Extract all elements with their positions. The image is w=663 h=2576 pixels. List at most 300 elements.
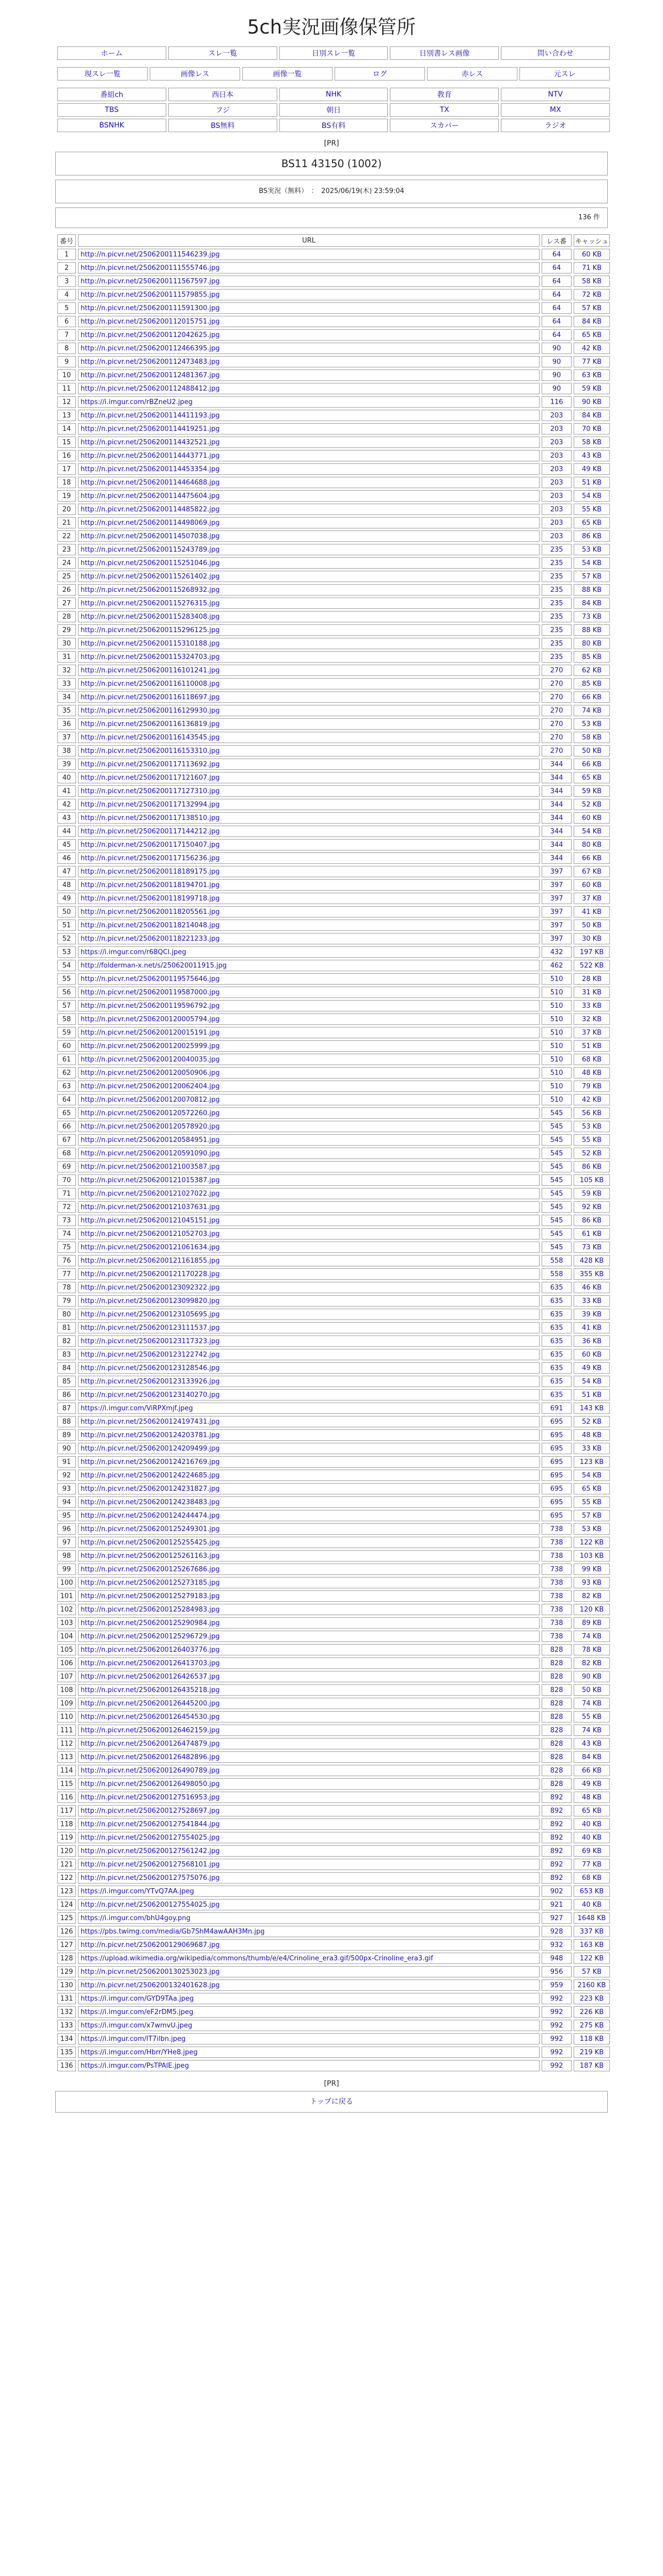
res-number-link[interactable]: 344 xyxy=(550,854,563,862)
res-number-link[interactable]: 992 xyxy=(550,2008,563,2016)
cache-link[interactable]: 355 KB xyxy=(579,1270,604,1278)
res-number-link[interactable]: 927 xyxy=(550,1914,563,1922)
image-url-link[interactable]: http://n.picvr.net/2506200125284983.jpg xyxy=(81,1605,220,1614)
image-url-link[interactable]: http://n.picvr.net/2506200119596792.jpg xyxy=(81,1002,220,1010)
res-number-link[interactable]: 695 xyxy=(550,1485,563,1493)
res-number-link[interactable]: 545 xyxy=(550,1163,563,1171)
cache-cell[interactable] xyxy=(574,1148,610,1159)
res-number-link[interactable]: 90 xyxy=(552,371,561,379)
image-url-link[interactable]: http://n.picvr.net/2506200123140270.jpg xyxy=(81,1391,220,1399)
res-number-cell[interactable] xyxy=(542,1013,572,1025)
cache-link[interactable]: 42 KB xyxy=(581,344,602,352)
image-url-link[interactable]: http://n.picvr.net/2506200124209499.jpg xyxy=(81,1444,220,1453)
cache-link[interactable]: 187 KB xyxy=(579,2062,604,2070)
res-number-link[interactable]: 828 xyxy=(550,1713,563,1721)
res-number-cell[interactable] xyxy=(542,1268,572,1280)
cache-cell[interactable] xyxy=(574,1926,610,1937)
cache-link[interactable]: 52 KB xyxy=(581,1149,602,1157)
res-number-link[interactable]: 344 xyxy=(550,841,563,849)
cache-cell[interactable] xyxy=(574,1818,610,1830)
res-number-cell[interactable] xyxy=(542,316,572,327)
res-number-link[interactable]: 235 xyxy=(550,572,563,581)
cache-link[interactable]: 51 KB xyxy=(581,478,602,487)
res-number-cell[interactable] xyxy=(542,1362,572,1374)
image-url-link[interactable]: http://n.picvr.net/2506200117127310.jpg xyxy=(81,787,220,795)
image-url-link[interactable]: http://n.picvr.net/2506200114507038.jpg xyxy=(81,532,220,540)
res-number-cell[interactable] xyxy=(542,369,572,381)
cache-cell[interactable] xyxy=(574,262,610,273)
nav-link[interactable]: ラジオ xyxy=(544,122,566,130)
image-url-link[interactable]: http://n.picvr.net/2506200123128546.jpg xyxy=(81,1364,220,1372)
res-number-cell[interactable] xyxy=(542,946,572,958)
image-url-link[interactable]: http://n.picvr.net/2506200118194701.jpg xyxy=(81,881,220,889)
nav-item[interactable] xyxy=(279,88,388,101)
cache-cell[interactable] xyxy=(574,2060,610,2071)
image-url-link[interactable]: https://upload.wikimedia.org/wikipedia/commons/thumb/e/e4/Crinoline_era3.gif/500px-Crinoline_era3.gif xyxy=(81,1954,433,1962)
res-number-link[interactable]: 635 xyxy=(550,1297,563,1305)
cache-cell[interactable] xyxy=(574,1496,610,1508)
nav-item[interactable] xyxy=(501,119,610,132)
image-url-link[interactable]: http://n.picvr.net/2506200127554025.jpg xyxy=(81,1833,220,1842)
image-url-link[interactable]: http://n.picvr.net/2506200126435218.jpg xyxy=(81,1686,220,1694)
cache-link[interactable]: 54 KB xyxy=(581,492,602,500)
image-url-link[interactable]: http://n.picvr.net/2506200117156236.jpg xyxy=(81,854,220,862)
cache-link[interactable]: 58 KB xyxy=(581,438,602,446)
image-url-link[interactable]: http://n.picvr.net/2506200120578920.jpg xyxy=(81,1122,220,1131)
image-url-link[interactable]: http://n.picvr.net/2506200125290984.jpg xyxy=(81,1619,220,1627)
res-number-link[interactable]: 235 xyxy=(550,653,563,661)
res-number-link[interactable]: 959 xyxy=(550,1981,563,1989)
footer-pr-label[interactable]: [PR] xyxy=(324,2080,339,2088)
res-number-cell[interactable] xyxy=(542,1577,572,1588)
res-number-link[interactable]: 928 xyxy=(550,1927,563,1936)
res-number-link[interactable]: 235 xyxy=(550,586,563,594)
cache-cell[interactable] xyxy=(574,1067,610,1078)
image-url-link[interactable]: http://n.picvr.net/2506200126403776.jpg xyxy=(81,1646,220,1654)
cache-cell[interactable] xyxy=(574,423,610,434)
image-url-link[interactable]: http://n.picvr.net/2506200126454530.jpg xyxy=(81,1713,220,1721)
res-number-link[interactable]: 738 xyxy=(550,1538,563,1547)
image-url-link[interactable]: http://n.picvr.net/2506200116110008.jpg xyxy=(81,680,220,688)
cache-link[interactable]: 68 KB xyxy=(581,1874,602,1882)
nav-link[interactable]: BS無料 xyxy=(211,122,235,130)
cache-cell[interactable] xyxy=(574,1483,610,1494)
res-number-link[interactable]: 344 xyxy=(550,787,563,795)
cache-cell[interactable] xyxy=(574,1671,610,1682)
image-url-link[interactable]: https://i.imgur.com/ViRPXmjf.jpeg xyxy=(81,1404,193,1412)
res-number-cell[interactable] xyxy=(542,624,572,636)
res-number-cell[interactable] xyxy=(542,906,572,917)
res-number-link[interactable]: 397 xyxy=(550,867,563,876)
cache-link[interactable]: 197 KB xyxy=(579,948,604,956)
res-number-link[interactable]: 635 xyxy=(550,1283,563,1292)
image-url-link[interactable]: http://n.picvr.net/2506200126498050.jpg xyxy=(81,1780,220,1788)
cache-link[interactable]: 65 KB xyxy=(581,1485,602,1493)
cache-link[interactable]: 43 KB xyxy=(581,452,602,460)
res-number-link[interactable]: 992 xyxy=(550,2048,563,2056)
cache-link[interactable]: 89 KB xyxy=(581,1619,602,1627)
res-number-cell[interactable] xyxy=(542,396,572,408)
res-number-cell[interactable] xyxy=(542,477,572,488)
nav-item[interactable] xyxy=(57,67,148,81)
cache-link[interactable]: 57 KB xyxy=(581,1511,602,1520)
cache-cell[interactable] xyxy=(574,1657,610,1669)
image-url-link[interactable]: http://n.picvr.net/2506200111579855.jpg xyxy=(81,291,220,299)
cache-link[interactable]: 66 KB xyxy=(581,693,602,701)
cache-cell[interactable] xyxy=(574,369,610,381)
cache-link[interactable]: 50 KB xyxy=(581,921,602,929)
res-number-cell[interactable] xyxy=(542,826,572,837)
cache-link[interactable]: 74 KB xyxy=(581,1726,602,1734)
res-number-link[interactable]: 203 xyxy=(550,425,563,433)
res-number-cell[interactable] xyxy=(542,423,572,434)
image-url-link[interactable]: http://n.picvr.net/2506200120050906.jpg xyxy=(81,1069,220,1077)
res-number-cell[interactable] xyxy=(542,1456,572,1468)
cache-cell[interactable] xyxy=(574,1725,610,1736)
nav-item[interactable] xyxy=(57,88,166,101)
image-url-link[interactable]: http://n.picvr.net/2506200126482896.jpg xyxy=(81,1753,220,1761)
cache-cell[interactable] xyxy=(574,1577,610,1588)
nav-item[interactable] xyxy=(501,88,610,101)
res-number-link[interactable]: 992 xyxy=(550,2062,563,2070)
res-number-link[interactable]: 932 xyxy=(550,1941,563,1949)
image-url-link[interactable]: http://n.picvr.net/2506200126462159.jpg xyxy=(81,1726,220,1734)
back-to-top-text[interactable]: トップに戻る xyxy=(310,2098,353,2106)
cache-cell[interactable] xyxy=(574,329,610,341)
cache-cell[interactable] xyxy=(574,437,610,448)
cache-link[interactable]: 49 KB xyxy=(581,465,602,473)
res-number-link[interactable]: 64 xyxy=(552,317,561,326)
cache-link[interactable]: 82 KB xyxy=(581,1592,602,1600)
res-number-cell[interactable] xyxy=(542,1617,572,1629)
res-number-link[interactable]: 397 xyxy=(550,881,563,889)
res-number-cell[interactable] xyxy=(542,1403,572,1414)
res-number-link[interactable]: 235 xyxy=(550,639,563,648)
res-number-link[interactable]: 203 xyxy=(550,411,563,420)
res-number-link[interactable]: 738 xyxy=(550,1579,563,1587)
cache-link[interactable]: 57 KB xyxy=(581,1968,602,1976)
res-number-link[interactable]: 545 xyxy=(550,1176,563,1184)
cache-link[interactable]: 30 KB xyxy=(581,935,602,943)
res-number-cell[interactable] xyxy=(542,329,572,341)
res-number-link[interactable]: 344 xyxy=(550,774,563,782)
res-number-link[interactable]: 270 xyxy=(550,747,563,755)
res-number-link[interactable]: 738 xyxy=(550,1525,563,1533)
image-url-link[interactable]: http://n.picvr.net/2506200114485822.jpg xyxy=(81,505,220,513)
cache-link[interactable]: 48 KB xyxy=(581,1431,602,1439)
nav-link[interactable]: スレ一覧 xyxy=(208,50,238,58)
cache-link[interactable]: 123 KB xyxy=(579,1458,604,1466)
res-number-link[interactable]: 558 xyxy=(550,1270,563,1278)
res-number-cell[interactable] xyxy=(542,544,572,555)
cache-cell[interactable] xyxy=(574,1644,610,1655)
cache-cell[interactable] xyxy=(574,1738,610,1749)
cache-link[interactable]: 65 KB xyxy=(581,774,602,782)
cache-link[interactable]: 73 KB xyxy=(581,613,602,621)
res-number-cell[interactable] xyxy=(542,410,572,421)
res-number-link[interactable]: 635 xyxy=(550,1391,563,1399)
cache-link[interactable]: 79 KB xyxy=(581,1082,602,1090)
image-url-link[interactable]: http://n.picvr.net/2506200120070812.jpg xyxy=(81,1096,220,1104)
cache-link[interactable]: 28 KB xyxy=(581,975,602,983)
res-number-cell[interactable] xyxy=(542,665,572,676)
image-url-link[interactable]: http://n.picvr.net/2506200120584951.jpg xyxy=(81,1136,220,1144)
res-number-link[interactable]: 270 xyxy=(550,733,563,742)
cache-cell[interactable] xyxy=(574,973,610,985)
res-number-link[interactable]: 828 xyxy=(550,1646,563,1654)
cache-cell[interactable] xyxy=(574,1993,610,2004)
image-url-link[interactable]: http://n.picvr.net/2506200115276315.jpg xyxy=(81,599,220,607)
nav-item[interactable] xyxy=(168,46,277,60)
cache-link[interactable]: 56 KB xyxy=(581,1109,602,1117)
image-url-link[interactable]: http://n.picvr.net/2506200121037631.jpg xyxy=(81,1203,220,1211)
res-number-link[interactable]: 695 xyxy=(550,1418,563,1426)
nav-link[interactable]: 赤レス xyxy=(461,70,483,78)
res-number-link[interactable]: 892 xyxy=(550,1833,563,1842)
cache-cell[interactable] xyxy=(574,1832,610,1843)
cache-link[interactable]: 40 KB xyxy=(581,1833,602,1842)
cache-cell[interactable] xyxy=(574,879,610,891)
image-url-link[interactable]: http://n.picvr.net/2506200118214048.jpg xyxy=(81,921,220,929)
res-number-link[interactable]: 738 xyxy=(550,1619,563,1627)
nav-link[interactable]: フジ xyxy=(215,106,230,115)
res-number-cell[interactable] xyxy=(542,678,572,689)
res-number-cell[interactable] xyxy=(542,2047,572,2058)
res-number-link[interactable]: 738 xyxy=(550,1592,563,1600)
image-url-link[interactable]: https://i.imgur.com/bhU4goy.png xyxy=(81,1914,191,1922)
cache-cell[interactable] xyxy=(574,477,610,488)
res-number-cell[interactable] xyxy=(542,705,572,716)
cache-cell[interactable] xyxy=(574,1590,610,1602)
image-url-link[interactable]: https://i.imgur.com/r68QCl.jpeg xyxy=(81,948,186,956)
res-number-cell[interactable] xyxy=(542,772,572,783)
res-number-cell[interactable] xyxy=(542,1778,572,1790)
res-number-cell[interactable] xyxy=(542,289,572,300)
res-number-cell[interactable] xyxy=(542,343,572,354)
image-url-link[interactable]: http://n.picvr.net/2506200124216769.jpg xyxy=(81,1458,220,1466)
res-number-link[interactable]: 921 xyxy=(550,1901,563,1909)
res-number-cell[interactable] xyxy=(542,879,572,891)
res-number-cell[interactable] xyxy=(542,1845,572,1857)
cache-cell[interactable] xyxy=(574,1939,610,1951)
cache-link[interactable]: 61 KB xyxy=(581,1230,602,1238)
image-url-link[interactable]: http://n.picvr.net/2506200118189175.jpg xyxy=(81,867,220,876)
res-number-cell[interactable] xyxy=(542,718,572,730)
cache-cell[interactable] xyxy=(574,1362,610,1374)
image-url-link[interactable]: http://n.picvr.net/2506200126474879.jpg xyxy=(81,1740,220,1748)
image-url-link[interactable]: http://n.picvr.net/2506200112473483.jpg xyxy=(81,358,220,366)
nav-item[interactable] xyxy=(501,103,610,117)
res-number-cell[interactable] xyxy=(542,1604,572,1615)
cache-link[interactable]: 522 KB xyxy=(579,961,604,970)
res-number-cell[interactable] xyxy=(542,2060,572,2071)
res-number-link[interactable]: 545 xyxy=(550,1243,563,1251)
image-url-link[interactable]: http://n.picvr.net/2506200125255425.jpg xyxy=(81,1538,220,1547)
res-number-cell[interactable] xyxy=(542,1496,572,1508)
res-number-link[interactable]: 344 xyxy=(550,800,563,809)
image-url-link[interactable]: http://n.picvr.net/2506200115261402.jpg xyxy=(81,572,220,581)
res-number-link[interactable]: 992 xyxy=(550,1994,563,2003)
cache-cell[interactable] xyxy=(574,1107,610,1119)
res-number-cell[interactable] xyxy=(542,1805,572,1816)
res-number-cell[interactable] xyxy=(542,598,572,609)
image-url-link[interactable]: http://n.picvr.net/2506200120015191.jpg xyxy=(81,1028,220,1037)
res-number-cell[interactable] xyxy=(542,1859,572,1870)
image-url-link[interactable]: http://n.picvr.net/2506200132401628.jpg xyxy=(81,1981,220,1989)
cache-link[interactable]: 52 KB xyxy=(581,800,602,809)
cache-link[interactable]: 52 KB xyxy=(581,1418,602,1426)
image-url-link[interactable]: http://n.picvr.net/2506200115243789.jpg xyxy=(81,545,220,554)
res-number-link[interactable]: 738 xyxy=(550,1565,563,1573)
cache-cell[interactable] xyxy=(574,1215,610,1226)
cache-link[interactable]: 74 KB xyxy=(581,1632,602,1640)
res-number-link[interactable]: 510 xyxy=(550,1069,563,1077)
image-url-link[interactable]: http://n.picvr.net/2506200125296729.jpg xyxy=(81,1632,220,1640)
res-number-cell[interactable] xyxy=(542,732,572,743)
res-number-cell[interactable] xyxy=(542,1738,572,1749)
res-number-link[interactable]: 510 xyxy=(550,1082,563,1090)
res-number-cell[interactable] xyxy=(542,611,572,622)
image-url-link[interactable]: http://n.picvr.net/2506200120591090.jpg xyxy=(81,1149,220,1157)
res-number-cell[interactable] xyxy=(542,2033,572,2044)
image-url-link[interactable]: https://i.imgur.com/lT7ilbn.jpeg xyxy=(81,2035,186,2043)
cache-cell[interactable] xyxy=(574,1845,610,1857)
cache-cell[interactable] xyxy=(574,1054,610,1065)
cache-cell[interactable] xyxy=(574,289,610,300)
image-url-link[interactable]: https://i.imgur.com/YTvQ7AA.jpeg xyxy=(81,1887,194,1895)
cache-link[interactable]: 54 KB xyxy=(581,559,602,567)
image-url-link[interactable]: http://n.picvr.net/2506200114432521.jpg xyxy=(81,438,220,446)
res-number-link[interactable]: 203 xyxy=(550,505,563,513)
cache-cell[interactable] xyxy=(574,624,610,636)
image-url-link[interactable]: http://n.picvr.net/2506200117121607.jpg xyxy=(81,774,220,782)
cache-cell[interactable] xyxy=(574,1121,610,1132)
cache-cell[interactable] xyxy=(574,651,610,663)
nav-link[interactable]: 教育 xyxy=(437,91,452,99)
res-number-cell[interactable] xyxy=(542,1510,572,1521)
cache-link[interactable]: 48 KB xyxy=(581,1793,602,1801)
cache-cell[interactable] xyxy=(574,1403,610,1414)
image-url-link[interactable]: http://n.picvr.net/2506200124238483.jpg xyxy=(81,1498,220,1506)
res-number-link[interactable]: 432 xyxy=(550,948,563,956)
cache-cell[interactable] xyxy=(574,1564,610,1575)
cache-link[interactable]: 428 KB xyxy=(579,1257,604,1265)
cache-cell[interactable] xyxy=(574,1242,610,1253)
cache-link[interactable]: 50 KB xyxy=(581,747,602,755)
image-url-link[interactable]: http://n.picvr.net/2506200124231827.jpg xyxy=(81,1485,220,1493)
cache-link[interactable]: 37 KB xyxy=(581,1028,602,1037)
nav-link[interactable]: 西日本 xyxy=(212,91,234,99)
cache-cell[interactable] xyxy=(574,705,610,716)
image-url-link[interactable]: https://i.imgur.com/GYD9TAa.jpeg xyxy=(81,1994,194,2003)
image-url-link[interactable]: http://n.picvr.net/2506200115251046.jpg xyxy=(81,559,220,567)
res-number-cell[interactable] xyxy=(542,933,572,944)
cache-link[interactable]: 54 KB xyxy=(581,1377,602,1386)
res-number-link[interactable]: 270 xyxy=(550,666,563,674)
res-number-cell[interactable] xyxy=(542,852,572,864)
cache-cell[interactable] xyxy=(574,1523,610,1535)
cache-link[interactable]: 1648 KB xyxy=(577,1914,606,1922)
image-url-link[interactable]: http://n.picvr.net/2506200117138510.jpg xyxy=(81,814,220,822)
res-number-cell[interactable] xyxy=(542,1657,572,1669)
res-number-cell[interactable] xyxy=(542,1926,572,1937)
cache-cell[interactable] xyxy=(574,826,610,837)
nav-link[interactable]: 元スレ xyxy=(554,70,576,78)
res-number-cell[interactable] xyxy=(542,1174,572,1186)
cache-link[interactable]: 54 KB xyxy=(581,827,602,835)
cache-link[interactable]: 73 KB xyxy=(581,1243,602,1251)
res-number-cell[interactable] xyxy=(542,1067,572,1078)
cache-cell[interactable] xyxy=(574,1510,610,1521)
image-url-link[interactable]: http://n.picvr.net/2506200117132994.jpg xyxy=(81,800,220,809)
res-number-cell[interactable] xyxy=(542,1000,572,1011)
res-number-cell[interactable] xyxy=(542,1899,572,1910)
cache-cell[interactable] xyxy=(574,1094,610,1105)
nav-link[interactable]: 日別書レス画像 xyxy=(419,50,470,58)
cache-cell[interactable] xyxy=(574,1631,610,1642)
nav-item[interactable] xyxy=(519,67,610,81)
image-url-link[interactable]: http://n.picvr.net/2506200114464688.jpg xyxy=(81,478,220,487)
cache-link[interactable]: 72 KB xyxy=(581,291,602,299)
res-number-link[interactable]: 828 xyxy=(550,1753,563,1761)
image-url-link[interactable]: http://n.picvr.net/2506200123092322.jpg xyxy=(81,1283,220,1292)
cache-link[interactable]: 65 KB xyxy=(581,519,602,527)
res-number-cell[interactable] xyxy=(542,759,572,770)
res-number-link[interactable]: 635 xyxy=(550,1377,563,1386)
res-number-link[interactable]: 545 xyxy=(550,1230,563,1238)
cache-link[interactable]: 51 KB xyxy=(581,1042,602,1050)
res-number-link[interactable]: 235 xyxy=(550,613,563,621)
res-number-link[interactable]: 635 xyxy=(550,1350,563,1359)
res-number-cell[interactable] xyxy=(542,1644,572,1655)
res-number-cell[interactable] xyxy=(542,1228,572,1239)
cache-cell[interactable] xyxy=(574,1684,610,1696)
cache-link[interactable]: 275 KB xyxy=(579,2021,604,2030)
res-number-cell[interactable] xyxy=(542,276,572,287)
res-number-cell[interactable] xyxy=(542,1389,572,1400)
cache-cell[interactable] xyxy=(574,1470,610,1481)
res-number-cell[interactable] xyxy=(542,745,572,756)
cache-cell[interactable] xyxy=(574,1765,610,1776)
cache-cell[interactable] xyxy=(574,1711,610,1722)
nav-link[interactable]: MX xyxy=(549,106,561,114)
cache-link[interactable]: 84 KB xyxy=(581,317,602,326)
cache-link[interactable]: 53 KB xyxy=(581,545,602,554)
res-number-link[interactable]: 956 xyxy=(550,1968,563,1976)
cache-link[interactable]: 68 KB xyxy=(581,1055,602,1064)
cache-link[interactable]: 80 KB xyxy=(581,639,602,648)
res-number-cell[interactable] xyxy=(542,839,572,850)
res-number-link[interactable]: 695 xyxy=(550,1444,563,1453)
res-number-cell[interactable] xyxy=(542,1107,572,1119)
cache-cell[interactable] xyxy=(574,1201,610,1213)
image-url-link[interactable]: http://n.picvr.net/2506200114443771.jpg xyxy=(81,452,220,460)
nav-item[interactable] xyxy=(150,67,240,81)
res-number-cell[interactable] xyxy=(542,1242,572,1253)
res-number-cell[interactable] xyxy=(542,1550,572,1561)
cache-link[interactable]: 39 KB xyxy=(581,1310,602,1318)
cache-link[interactable]: 66 KB xyxy=(581,760,602,768)
cache-cell[interactable] xyxy=(574,356,610,367)
image-url-link[interactable]: https://pbs.twimg.com/media/Gb7ShM4awAAH3Mn.jpg xyxy=(81,1927,265,1936)
nav-link[interactable]: 画像レス xyxy=(180,70,210,78)
cache-link[interactable]: 163 KB xyxy=(579,1941,604,1949)
res-number-cell[interactable] xyxy=(542,1939,572,1951)
cache-cell[interactable] xyxy=(574,839,610,850)
cache-link[interactable]: 60 KB xyxy=(581,250,602,259)
res-number-cell[interactable] xyxy=(542,1040,572,1052)
res-number-cell[interactable] xyxy=(542,1725,572,1736)
